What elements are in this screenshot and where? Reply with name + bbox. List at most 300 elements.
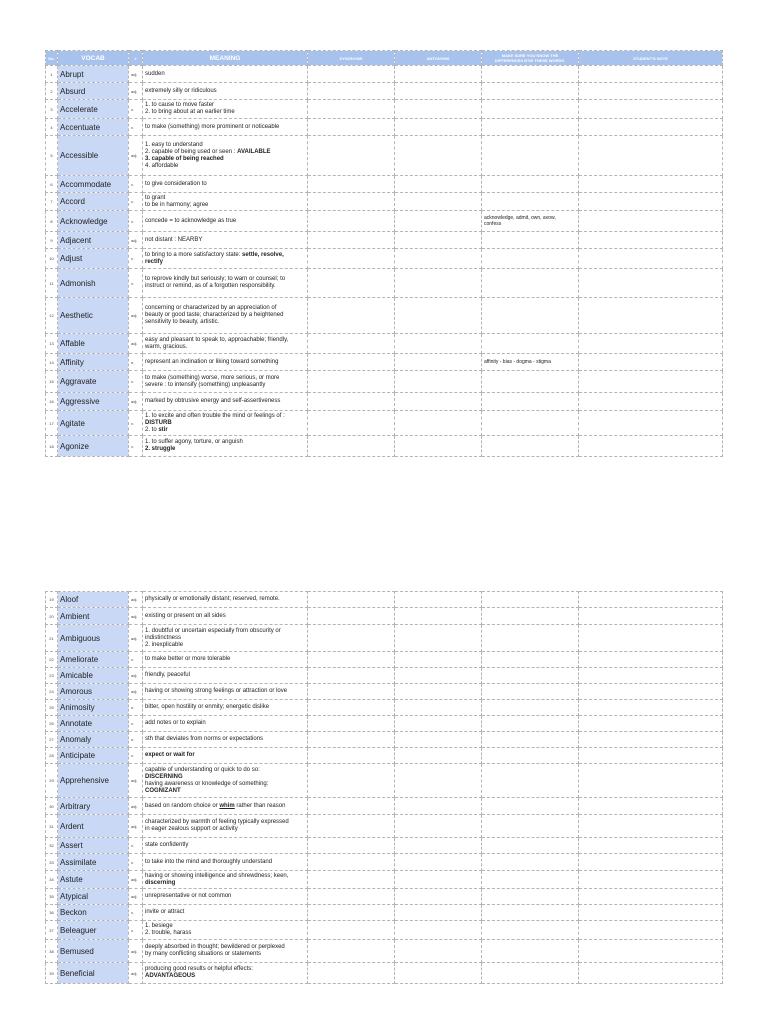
- part-of-speech: adj.: [129, 764, 143, 798]
- synonyms-cell: [308, 393, 395, 411]
- part-of-speech: adj.: [129, 963, 143, 984]
- synonyms-cell: [308, 652, 395, 668]
- meaning-line: [145, 966, 305, 973]
- meaning-cell: [143, 815, 308, 838]
- meaning-emphasis: AVAILABLE: [237, 148, 271, 155]
- header-differences-line-1: MAKE SURE YOU KNOW THE: [501, 53, 559, 58]
- part-of-speech: n.: [129, 354, 143, 371]
- part-of-speech: adj.: [129, 798, 143, 815]
- header-synonyms: SYNONYMS: [308, 51, 395, 66]
- student-note-cell: [579, 700, 723, 716]
- meaning-text: state confidently: [145, 842, 189, 848]
- student-note-cell: [579, 854, 723, 871]
- meaning-text: 1. easy to understand: [145, 141, 203, 148]
- table-row: [46, 963, 723, 984]
- meaning-line: [145, 283, 305, 290]
- row-number: 26: [46, 716, 58, 732]
- vocab-word: Aesthetic: [58, 298, 129, 334]
- meaning-text: having or showing strong feelings or attraction or love: [145, 688, 288, 694]
- table-row: [46, 83, 723, 100]
- meaning-text: by many conflicting situations or statements: [145, 951, 262, 957]
- meaning-line: [145, 973, 305, 980]
- part-of-speech: v.: [129, 854, 143, 871]
- meaning-line: [145, 359, 305, 366]
- differences-cell: [482, 625, 579, 652]
- differences-cell: [482, 748, 579, 764]
- synonyms-cell: [308, 748, 395, 764]
- differences-cell: [482, 764, 579, 798]
- row-number: 1: [46, 66, 58, 83]
- meaning-cell: [143, 963, 308, 984]
- meaning-line: [145, 672, 305, 679]
- meaning-text: add notes or to explain: [145, 720, 206, 726]
- vocab-word: Ambiguous: [58, 625, 129, 652]
- meaning-cell: [143, 940, 308, 963]
- table-row: [46, 232, 723, 249]
- differences-cell: [482, 838, 579, 854]
- meaning-line: [145, 951, 305, 958]
- header-antonyms: ANTONYMS: [395, 51, 482, 66]
- differences-cell: [482, 652, 579, 668]
- differences-cell: [482, 700, 579, 716]
- student-note-cell: [579, 921, 723, 940]
- antonyms-cell: [395, 748, 482, 764]
- meaning-emphasis: settle, resolve,: [242, 251, 284, 258]
- row-number: 30: [46, 798, 58, 815]
- meaning-text: ADVANTAGEOUS: [145, 973, 196, 979]
- meaning-line: [145, 788, 305, 795]
- meaning-line: [145, 252, 305, 259]
- meaning-cell: [143, 625, 308, 652]
- meaning-line: [145, 930, 305, 937]
- student-note-cell: [579, 436, 723, 457]
- meaning-text: 2. trouble, harass: [145, 930, 192, 936]
- meaning-text: 2. to bring about at an earlier time: [145, 109, 235, 115]
- meaning-line: [145, 344, 305, 351]
- header-differences-line-2: DIFFERENCES BTW THESE WORDS.: [494, 58, 566, 63]
- vocab-word: Adjust: [58, 249, 129, 269]
- part-of-speech: adj.: [129, 232, 143, 249]
- row-number: 24: [46, 684, 58, 700]
- meaning-line: [145, 71, 305, 78]
- synonyms-cell: [308, 889, 395, 905]
- student-note-cell: [579, 176, 723, 193]
- meaning-cell: [143, 83, 308, 100]
- synonyms-cell: [308, 700, 395, 716]
- antonyms-cell: [395, 334, 482, 354]
- vocab-word: Beleaguer: [58, 921, 129, 940]
- meaning-line: [145, 781, 305, 788]
- table-row: [46, 798, 723, 815]
- meaning-line: [145, 181, 305, 188]
- table-row: [46, 921, 723, 940]
- meaning-text: characterized by warmth of feeling typically expressed: [145, 819, 289, 825]
- meaning-text: to give consideration to: [145, 180, 207, 187]
- synonyms-cell: [308, 798, 395, 815]
- meaning-line: [145, 944, 305, 951]
- meaning-text: sth that deviates from norms or expectations: [145, 736, 264, 742]
- synonyms-cell: [308, 732, 395, 748]
- meaning-text: beauty or good taste; characterized by a heightened: [145, 312, 284, 318]
- part-of-speech: adj.: [129, 298, 143, 334]
- student-note-cell: [579, 940, 723, 963]
- table-row: [46, 905, 723, 921]
- vocab-word: Aloof: [58, 592, 129, 608]
- student-note-cell: [579, 625, 723, 652]
- meaning-text: not distant : NEARBY: [145, 236, 203, 243]
- antonyms-cell: [395, 232, 482, 249]
- row-number: 35: [46, 889, 58, 905]
- meaning-text: 1. to suffer agony, torture, or anguish: [145, 439, 243, 445]
- table-row: [46, 838, 723, 854]
- table-row: [46, 436, 723, 457]
- meaning-text: 1. to excite and often trouble the mind or feelings of :: [145, 412, 285, 419]
- differences-cell: [482, 411, 579, 436]
- antonyms-cell: [395, 393, 482, 411]
- antonyms-cell: [395, 269, 482, 298]
- synonyms-cell: [308, 871, 395, 889]
- meaning-cell: [143, 921, 308, 940]
- meaning-text: physically or emotionally distant; reserved, remote.: [145, 596, 280, 602]
- header-differences: [482, 51, 579, 66]
- meaning-text: producing good results or helpful effects:: [145, 966, 253, 972]
- vocab-word: Beneficial: [58, 963, 129, 984]
- table-row: [46, 700, 723, 716]
- vocab-word: Beckon: [58, 905, 129, 921]
- differences-cell: [482, 608, 579, 625]
- student-note-cell: [579, 354, 723, 371]
- differences-cell: [482, 269, 579, 298]
- header-row: [46, 51, 723, 66]
- row-number: 14: [46, 354, 58, 371]
- vocab-word: Aggravate: [58, 371, 129, 393]
- student-note-cell: [579, 764, 723, 798]
- meaning-cell: [143, 334, 308, 354]
- meaning-text: 2. to: [145, 426, 159, 433]
- student-note-cell: [579, 211, 723, 232]
- part-of-speech: v.: [129, 905, 143, 921]
- meaning-text: bitter, open hostility or enmity; energetic dislike: [145, 704, 270, 710]
- meaning-line: [145, 124, 305, 131]
- table-row: [46, 371, 723, 393]
- row-number: 36: [46, 905, 58, 921]
- vocab-table-2: [45, 591, 723, 984]
- part-of-speech: adj.: [129, 592, 143, 608]
- meaning-text: having or showing intelligence and shrewdness; keen,: [145, 872, 289, 879]
- differences-cell: [482, 176, 579, 193]
- meaning-line: [145, 752, 305, 759]
- table-row: [46, 889, 723, 905]
- synonyms-cell: [308, 668, 395, 684]
- meaning-cell: [143, 871, 308, 889]
- synonyms-cell: [308, 921, 395, 940]
- row-number: 33: [46, 854, 58, 871]
- table-row: [46, 66, 723, 83]
- meaning-line: [145, 276, 305, 283]
- meaning-cell: [143, 684, 308, 700]
- table-row: [46, 298, 723, 334]
- differences-cell: [482, 83, 579, 100]
- synonyms-cell: [308, 963, 395, 984]
- meaning-line: [145, 704, 305, 711]
- row-number: 5: [46, 136, 58, 176]
- student-note-cell: [579, 411, 723, 436]
- synonyms-cell: [308, 298, 395, 334]
- meaning-cell: [143, 249, 308, 269]
- meaning-text: to bring to a more satisfactory state:: [145, 251, 243, 258]
- differences-cell: [482, 963, 579, 984]
- row-number: 8: [46, 211, 58, 232]
- meaning-cell: [143, 100, 308, 119]
- table-row: [46, 854, 723, 871]
- student-note-cell: [579, 838, 723, 854]
- synonyms-cell: [308, 940, 395, 963]
- differences-cell: [482, 298, 579, 334]
- part-of-speech: v.: [129, 249, 143, 269]
- header-pos: #: [129, 51, 143, 66]
- part-of-speech: adj.: [129, 625, 143, 652]
- student-note-cell: [579, 393, 723, 411]
- differences-cell: [482, 668, 579, 684]
- synonyms-cell: [308, 193, 395, 211]
- part-of-speech: adj.: [129, 668, 143, 684]
- meaning-line: [145, 109, 305, 116]
- meaning-cell: [143, 66, 308, 83]
- part-of-speech: adj.: [129, 608, 143, 625]
- meaning-text: 2. capable of being used or seen :: [145, 148, 238, 155]
- meaning-line: [145, 337, 305, 344]
- part-of-speech: adj.: [129, 136, 143, 176]
- synonyms-cell: [308, 211, 395, 232]
- differences-cell: [482, 871, 579, 889]
- meaning-cell: [143, 748, 308, 764]
- student-note-cell: [579, 119, 723, 136]
- student-note-cell: [579, 684, 723, 700]
- meaning-cell: [143, 119, 308, 136]
- antonyms-cell: [395, 732, 482, 748]
- meaning-cell: [143, 700, 308, 716]
- table-row: [46, 393, 723, 411]
- vocab-word: Anticipate: [58, 748, 129, 764]
- student-note-cell: [579, 798, 723, 815]
- meaning-line: [145, 305, 305, 312]
- header-no: No.: [46, 51, 58, 66]
- vocab-word: Assert: [58, 838, 129, 854]
- meaning-line: [145, 439, 305, 446]
- vocab-word: Amorous: [58, 684, 129, 700]
- meaning-line: [145, 102, 305, 109]
- meaning-text: concerning or characterized by an appreciation of: [145, 305, 277, 311]
- antonyms-cell: [395, 371, 482, 393]
- row-number: 17: [46, 411, 58, 436]
- synonyms-cell: [308, 436, 395, 457]
- meaning-text: unrepresentative or not common: [145, 893, 232, 899]
- meaning-cell: [143, 889, 308, 905]
- meaning-text: extremely silly or ridiculous: [145, 87, 217, 94]
- vocab-word: Arbitrary: [58, 798, 129, 815]
- meaning-cell: [143, 716, 308, 732]
- differences-cell: [482, 211, 579, 232]
- vocab-word: Anomaly: [58, 732, 129, 748]
- vocab-word: Accessible: [58, 136, 129, 176]
- meaning-line: [145, 635, 305, 642]
- row-number: 27: [46, 732, 58, 748]
- student-note-cell: [579, 815, 723, 838]
- meaning-line: [145, 413, 305, 420]
- antonyms-cell: [395, 940, 482, 963]
- table-row: [46, 249, 723, 269]
- meaning-line: [145, 382, 305, 389]
- meaning-line: [145, 202, 305, 209]
- part-of-speech: n.: [129, 700, 143, 716]
- student-note-cell: [579, 249, 723, 269]
- meaning-text: DISCERNING: [145, 773, 183, 780]
- table-row: [46, 716, 723, 732]
- meaning-text: friendly, peaceful: [145, 672, 190, 678]
- differences-cell: [482, 119, 579, 136]
- synonyms-cell: [308, 136, 395, 176]
- part-of-speech: adj.: [129, 393, 143, 411]
- antonyms-cell: [395, 963, 482, 984]
- row-number: 3: [46, 100, 58, 119]
- vocab-word: Accentuate: [58, 119, 129, 136]
- meaning-text: severe : to intensify (something) unpleasantly: [145, 381, 266, 388]
- vocab-word: Amicable: [58, 668, 129, 684]
- vocab-word: Assimilate: [58, 854, 129, 871]
- row-number: 22: [46, 652, 58, 668]
- differences-cell: [482, 100, 579, 119]
- student-note-cell: [579, 269, 723, 298]
- row-number: 32: [46, 838, 58, 854]
- differences-cell: [482, 716, 579, 732]
- differences-cell: [482, 334, 579, 354]
- student-note-cell: [579, 963, 723, 984]
- row-number: 38: [46, 940, 58, 963]
- vocab-rows-1: [46, 66, 723, 457]
- meaning-line: [145, 842, 305, 849]
- row-number: 34: [46, 871, 58, 889]
- meaning-cell: [143, 211, 308, 232]
- part-of-speech: v.: [129, 371, 143, 393]
- meaning-cell: [143, 668, 308, 684]
- meaning-text: 1. to cause to move faster: [145, 102, 215, 108]
- meaning-cell: [143, 371, 308, 393]
- vocab-word: Agonize: [58, 436, 129, 457]
- meaning-line: [145, 859, 305, 866]
- part-of-speech: v.: [129, 211, 143, 232]
- row-number: 16: [46, 393, 58, 411]
- row-number: 37: [46, 921, 58, 940]
- student-note-cell: [579, 334, 723, 354]
- antonyms-cell: [395, 436, 482, 457]
- student-note-cell: [579, 732, 723, 748]
- synonyms-cell: [308, 354, 395, 371]
- meaning-cell: [143, 652, 308, 668]
- meaning-cell: [143, 592, 308, 608]
- synonyms-cell: [308, 83, 395, 100]
- vocab-table-1: [45, 50, 723, 457]
- synonyms-cell: [308, 854, 395, 871]
- row-number: 6: [46, 176, 58, 193]
- student-note-cell: [579, 716, 723, 732]
- row-number: 28: [46, 748, 58, 764]
- part-of-speech: v.: [129, 411, 143, 436]
- meaning-text: concede = to acknowledge as true: [145, 217, 237, 224]
- table-row: [46, 652, 723, 668]
- table-row: [46, 334, 723, 354]
- meaning-cell: [143, 905, 308, 921]
- synonyms-cell: [308, 716, 395, 732]
- part-of-speech: adj.: [129, 66, 143, 83]
- meaning-text: 3. capable of being reached: [145, 155, 224, 162]
- meaning-text: deeply absorbed in thought; bewildered or perplexed: [145, 944, 285, 950]
- antonyms-cell: [395, 625, 482, 652]
- row-number: 29: [46, 764, 58, 798]
- vocab-word: Astute: [58, 871, 129, 889]
- table-row: [46, 608, 723, 625]
- meaning-line: [145, 142, 305, 149]
- meaning-text: to reprove kindly but seriously; to warn or counsel; to: [145, 276, 286, 282]
- meaning-line: [145, 826, 305, 833]
- header-note: STUDENT'S NOTE: [579, 51, 723, 66]
- antonyms-cell: [395, 684, 482, 700]
- table-row: [46, 940, 723, 963]
- vocab-word: Admonish: [58, 269, 129, 298]
- part-of-speech: n.: [129, 732, 143, 748]
- vocab-word: Affinity: [58, 354, 129, 371]
- meaning-text-after: rather than reason: [234, 802, 286, 809]
- differences-cell: [482, 854, 579, 871]
- table-row: [46, 354, 723, 371]
- synonyms-cell: [308, 684, 395, 700]
- student-note-cell: [579, 652, 723, 668]
- meaning-text: to take into the mind and thoroughly understand: [145, 858, 273, 865]
- meaning-line: [145, 909, 305, 916]
- table-row: [46, 732, 723, 748]
- vocab-word: Ardent: [58, 815, 129, 838]
- differences-cell: [482, 193, 579, 211]
- meaning-line: [145, 923, 305, 930]
- meaning-line: [145, 803, 305, 810]
- synonyms-cell: [308, 334, 395, 354]
- synonyms-cell: [308, 905, 395, 921]
- vocab-word: Absurd: [58, 83, 129, 100]
- student-note-cell: [579, 100, 723, 119]
- meaning-underlined: whim: [219, 802, 235, 809]
- antonyms-cell: [395, 815, 482, 838]
- differences-cell: [482, 921, 579, 940]
- antonyms-cell: [395, 100, 482, 119]
- table-row: [46, 136, 723, 176]
- meaning-line: [145, 398, 305, 405]
- meaning-line: [145, 819, 305, 826]
- part-of-speech: adj.: [129, 940, 143, 963]
- part-of-speech: v.: [129, 748, 143, 764]
- vocab-word: Agitate: [58, 411, 129, 436]
- meaning-line: [145, 736, 305, 743]
- meaning-cell: [143, 798, 308, 815]
- differences-cell: [482, 889, 579, 905]
- meaning-line: [145, 319, 305, 326]
- part-of-speech: v.: [129, 193, 143, 211]
- vocab-word: Apprehensive: [58, 764, 129, 798]
- meaning-text: 1. besiege: [145, 923, 173, 929]
- table-row: [46, 592, 723, 608]
- student-note-cell: [579, 371, 723, 393]
- vocab-word: Animosity: [58, 700, 129, 716]
- meaning-line: [145, 195, 305, 202]
- differences-cell: [482, 798, 579, 815]
